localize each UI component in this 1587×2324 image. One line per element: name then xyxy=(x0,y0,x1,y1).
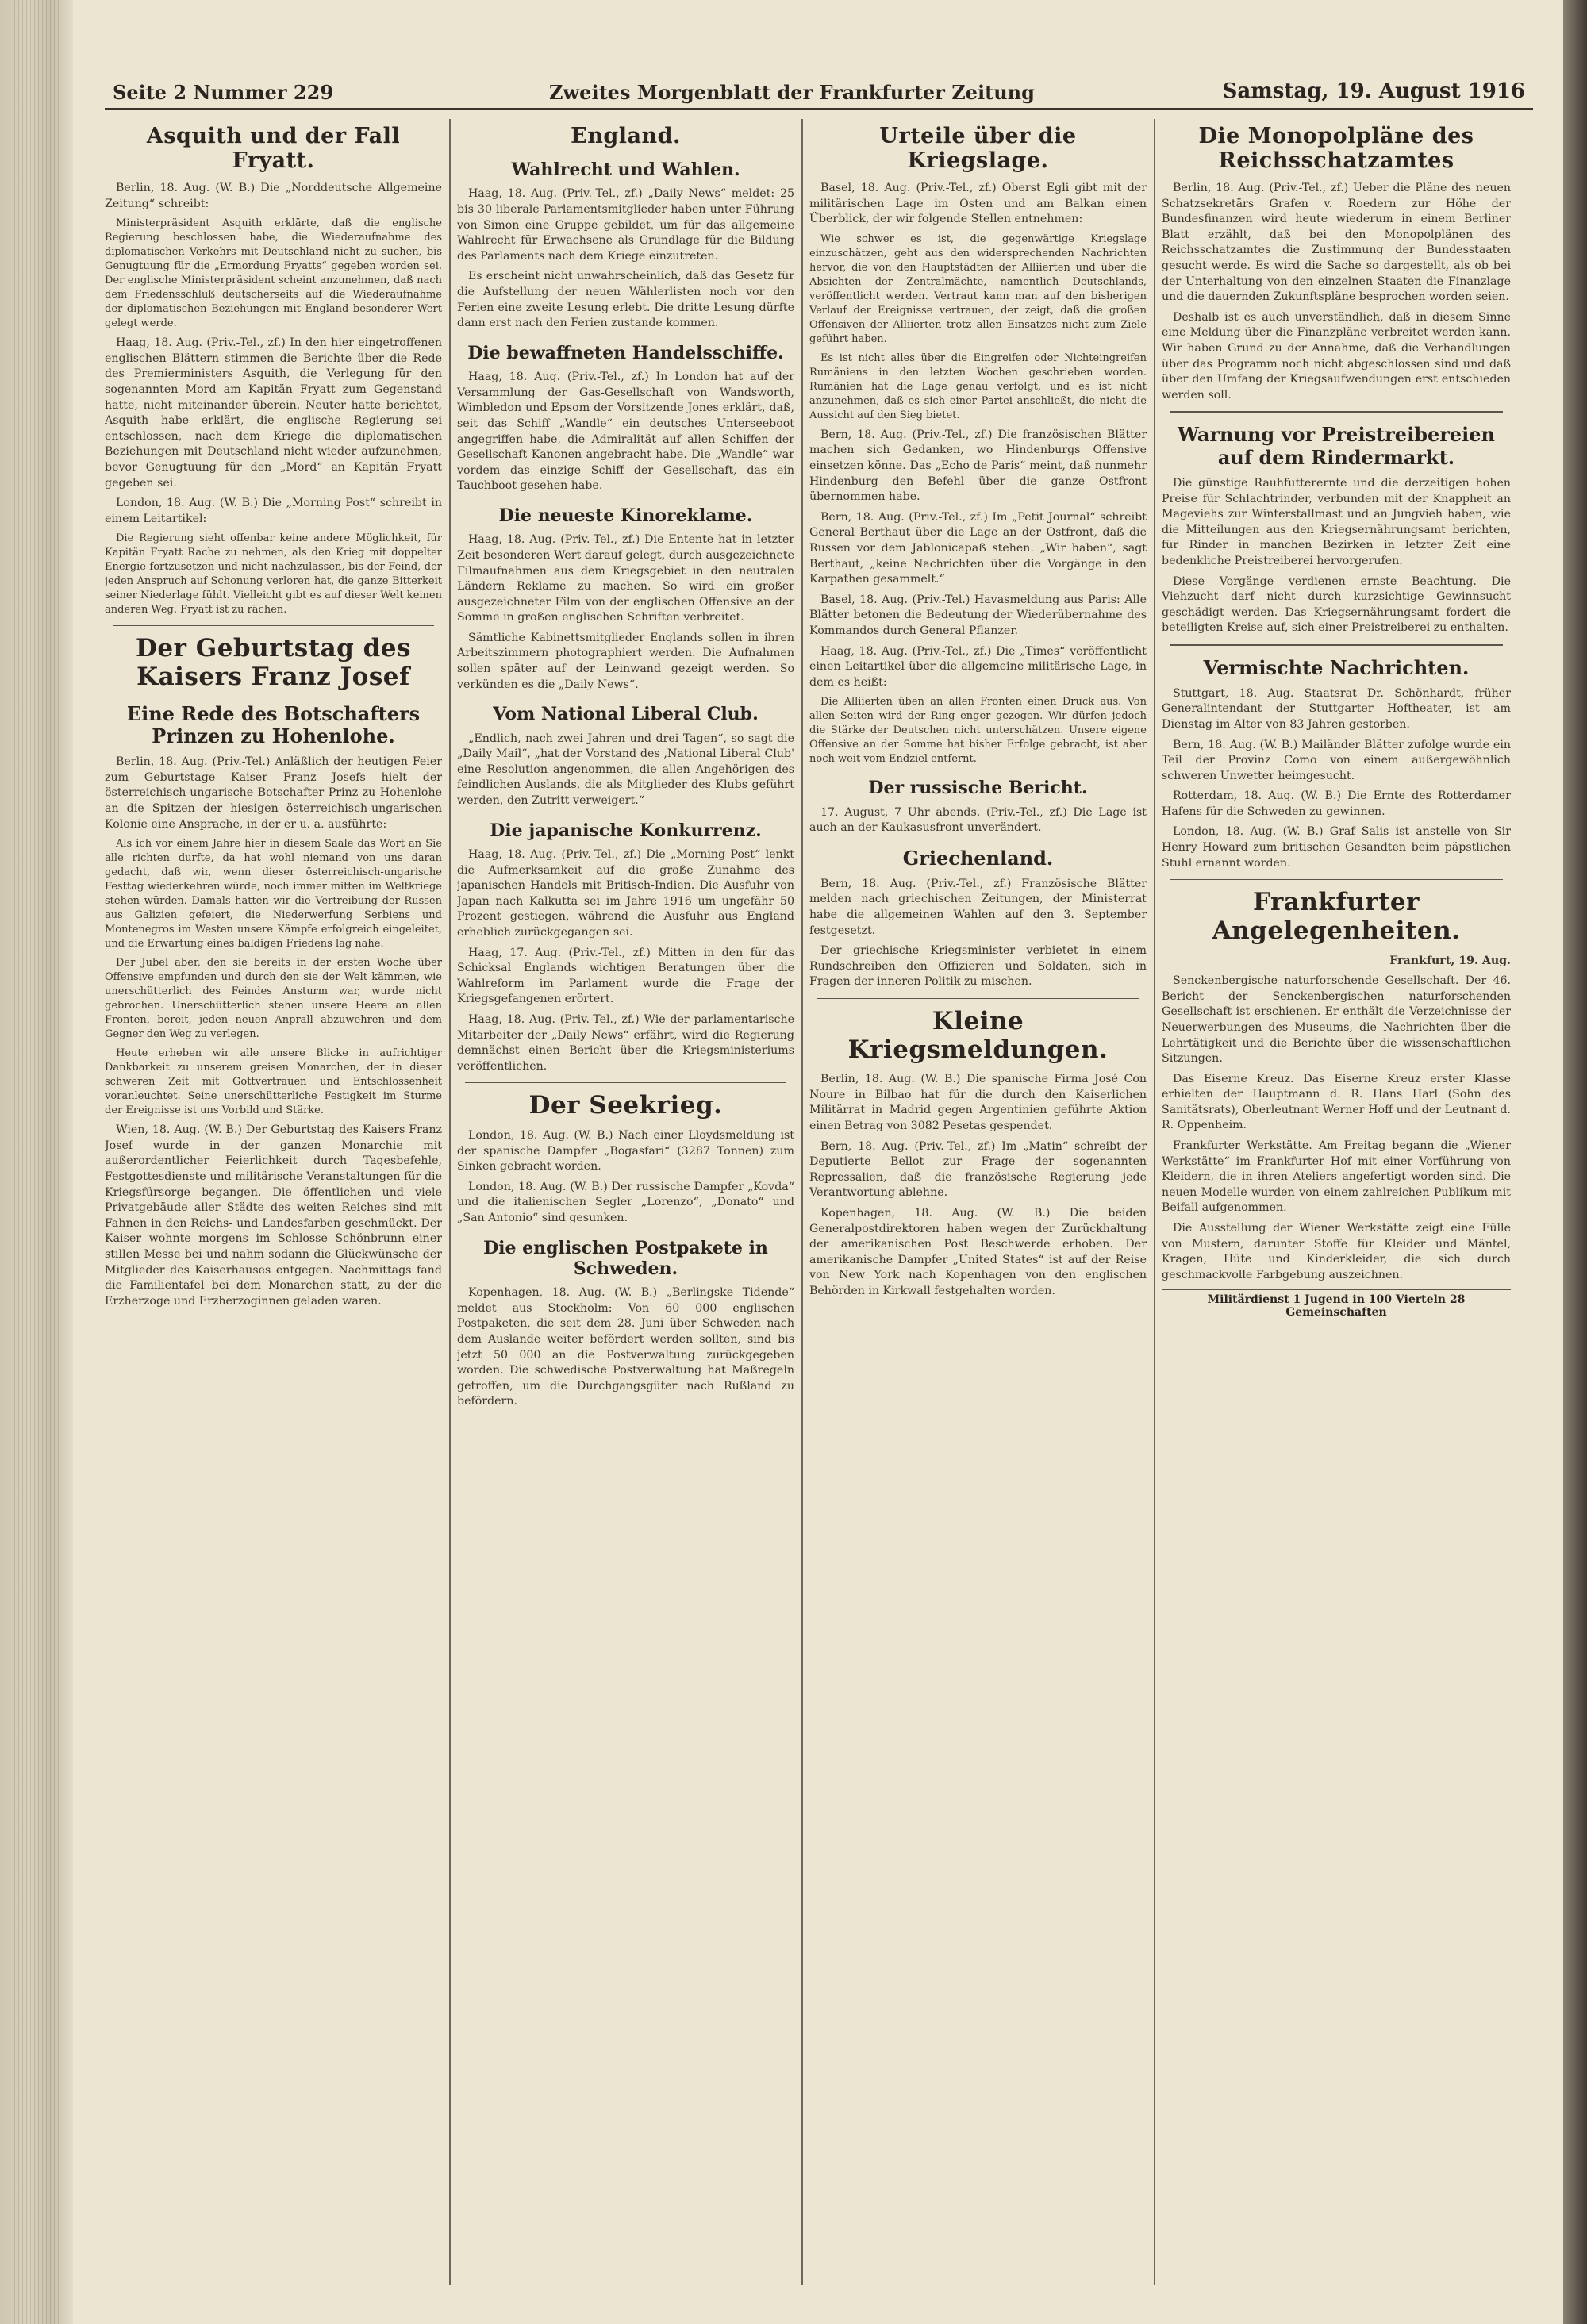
article-subtitle-kinoreklame: Die neueste Kinoreklame. xyxy=(498,505,753,526)
article-paragraph: Berlin, 18. Aug. (Priv.-Tel., zf.) Ueber die Pläne des neuen Schatzsekretärs Grafen v. Roedern zur Höhe der Bundesfinanzen wird heute wiederum in einem Berliner Blatt erzählt, daß bei den Monopolplänen des Reichsschatzamtes die Zustimmung der Bundesstaaten gesucht werde. Es wird die Sache so dargestellt, als ob bei der Unterhaltung von den einzelnen Staaten die Finanzlage und die dauernden Zukunftspläne besprochen worden seien. xyxy=(1162,182,1511,304)
article-paragraph: Bern, 18. Aug. (Priv.-Tel., zf.) Im „Matin“ schreibt der Deputierte Bellot zur Frage der sogenannten Repressalien, daß die französische Regierung jede Verantwortung ablehne. xyxy=(809,1139,1147,1200)
article-paragraph: Diese Vorgänge verdienen ernste Beachtung. Die Viehzucht darf nicht durch kurzsichtige Gewinnsucht geschädigt werden. Das Kriegsernährungsamt fordert die beteiligten Kreise auf, sich einer Preistreiberei zu enthalten. xyxy=(1162,574,1511,635)
article-title-geburtstag: Der Geburtstag des Kaisers Franz Josef xyxy=(136,634,411,692)
article-paragraph: London, 18. Aug. (W. B.) Nach einer Lloydsmeldung ist der spanische Dampfer „Bogasfari“ (3287 Tonnen) zum Sinken gebracht worden. xyxy=(457,1128,794,1174)
article-title-frankfurter-angelegenheiten: Frankfurter Angelegenheiten. xyxy=(1212,888,1461,945)
article-title-monopolplaene: Die Monopolpläne des Reichsschatzamtes xyxy=(1198,124,1474,174)
column-rule xyxy=(1154,119,1155,2285)
article-paragraph: London, 18. Aug. (W. B.) Der russische Dampfer „Kovda“ und die italienischen Segler „Lorenzo“, „Donato“ und „San Antonio“ sind gesunken. xyxy=(457,1180,794,1224)
column-2 xyxy=(457,119,794,2285)
article-paragraph: „Endlich, nach zwei Jahren und drei Tagen“, so sagt die „Daily Mail“, „hat der Vorstand des ,National Liberal Club' eine Resolution angenommen, die allen Angehörigen des feindlichen Auslands, die als Mitglieder des Klubs geführt werden, den Zutritt verweigert.“ xyxy=(457,732,794,808)
article-paragraph: Die günstige Rauhfutterernte und die derzeitigen hohen Preise für Schlachtrinder, verbunden mit der Knappheit an Mageviehs zur Winterstallmast und an Jungvieh haben, wie die Mitteilungen aus den Kriegsernährungsamt berichten, für Rinder in manchen Bezirken in letzter Zeit eine bedenkliche Preistreiberei hervorgerufen. xyxy=(1162,477,1511,567)
header-newspaper-title: Zweites Morgenblatt der Frankfurter Zeitung xyxy=(549,81,1035,104)
footer-line: Militärdienst 1 Jugend in 100 Vierteln 28 Gemeinschaften xyxy=(1162,1289,1511,1319)
article-paragraph: London, 18. Aug. (W. B.) Graf Salis ist anstelle von Sir Henry Howard zum britischen Gesandten beim päpstlichen Stuhl ernannt worden. xyxy=(1162,825,1511,870)
article-paragraph: Basel, 18. Aug. (Priv.-Tel., zf.) Oberst Egli gibt mit der militärischen Lage im Osten und am Balkan einen Überblick, der wir folgende Stellen entnehmen: xyxy=(809,182,1147,226)
article-subtitle-handelsschiffe: Die bewaffneten Handelsschiffe. xyxy=(467,342,784,363)
page-header xyxy=(105,76,1533,110)
article-paragraph: Basel, 18. Aug. (Priv.-Tel.) Havasmeldung aus Paris: Alle Blätter betonen die Bedeutung der Wiederübernahme des Kommandos durch General Pflanzer. xyxy=(809,593,1147,637)
article-paragraph: Als ich vor einem Jahre hier in diesem Saale das Wort an Sie alle richten durfte, da hat wohl niemand von uns daran gedacht, daß wir, wenn dieser österreichisch-ungarische Festtag wiederkehren würde, noch immer mitten im Weltkriege stehen würden. Damals hatten wir die Vertreibung der Russen aus Galizien gefeiert, die Niederwerfung Serbiens und Montenegros im Westen unsere Kämpfe erfolgreich eingeleitet, und die Erwartung eines baldigen Friedens lag nahe. xyxy=(105,838,442,951)
article-paragraph: Berlin, 18. Aug. (W. B.) Die spanische Firma José Con Noure in Bilbao hat für die durch den Kaiserlichen Militärrat in Madrid gegen Argentinien geführte Aktion einen Betrag von 3082 Pesetas gespendet. xyxy=(809,1073,1147,1132)
article-subtitle-rindermarkt: Warnung vor Preistreibereien auf dem Rindermarkt. xyxy=(1177,423,1495,470)
page-stack-edge xyxy=(0,0,73,2324)
article-subtitle-liberal-club: Vom National Liberal Club. xyxy=(493,704,759,725)
section-divider xyxy=(1170,411,1503,413)
article-paragraph: Kopenhagen, 18. Aug. (W. B.) Die beiden Generalpostdirektoren haben wegen der Zurückhaltung der amerikanischen Post Beschwerde erhoben. Der amerikanische Dampfer „United States“ ist auf der Reise von New York nach Kopenhagen von den englischen Behörden in Kirkwall festgehalten worden. xyxy=(809,1206,1147,1297)
article-paragraph: Es erscheint nicht unwahrscheinlich, daß das Gesetz für die Aufstellung der neuen Wählerlisten noch vor den Ferien eine zweite Lesung erlebt. Die dritte Lesung dürfte dann erst nach den Ferien zustande kommen. xyxy=(457,270,794,330)
article-paragraph: Bern, 18. Aug. (Priv.-Tel., zf.) Die französischen Blätter machen sich Gedanken, wo Hindenburgs Offensive einsetzen könne. Das „Echo de Paris“ meint, daß nunmehr Hindenburg den Befehl über die ganze Ostfront übernommen habe. xyxy=(809,428,1147,504)
article-paragraph: Berlin, 18. Aug. (Priv.-Tel.) Anläßlich der heutigen Feier zum Geburtstage Kaiser Franz Josefs hielt der österreichisch-ungarische Botschafter Prinz zu Hohenlohe an die Spitzen der hiesigen österreichisch-ungarischen Kolonie eine Ansprache, in der er u. a. ausführte: xyxy=(105,755,442,831)
article-paragraph: Deshalb ist es auch unverständlich, daß in diesem Sinne eine Meldung über die Finanzpläne verbreitet werden kann. Wir haben Grund zu der Annahme, daß die Verhandlungen über das Programm noch nicht abgeschlossen sind und daß über den Umfang der Kriegsaufwendungen erst entschieden werden soll. xyxy=(1162,310,1511,401)
paper-sheet xyxy=(73,0,1563,2324)
article-subtitle-griechenland: Griechenland. xyxy=(902,846,1054,870)
article-paragraph: Senckenbergische naturforschende Gesellschaft. Der 46. Bericht der Senckenbergischen naturforschenden Gesellschaft ist erschienen. Er enthält die Verzeichnisse der Neuerwerbungen des Museums, die Nachrichten über die Lehrtätigkeit und die Berichte über die wissenschaftlichen Sitzungen. xyxy=(1162,974,1511,1066)
section-divider xyxy=(1170,644,1503,646)
article-paragraph: Haag, 18. Aug. (Priv.-Tel., zf.) In London hat auf der Versammlung der Gas-Gesellschaft von Wandsworth, Wimbledon und Epsom der Vorsitzende Jones erklärt, daß, seit das Schiff „Wandle“ ein deutsches Unterseeboot angegriffen habe, die Admiralität auf allen Schiffen der Gesellschaft Kanonen angebracht habe. Die „Wandle“ war vordem das einzige Schiff der Gesellschaft, das ein Tauchboot gesehen habe. xyxy=(457,371,794,493)
article-paragraph: Kopenhagen, 18. Aug. (W. B.) „Berlingske Tidende“ meldet aus Stockholm: Von 60 000 englischen Postpaketen, die seit dem 28. Juni über Schweden nach dem Auslande weiter befördert werden sollten, sind bis jetzt 50 000 an die Postverwaltung zurückgegeben worden. Die schwedische Postverwaltung hat Maßregeln getroffen, um die Durchgangsgüter nach Rußland zu befördern. xyxy=(457,1286,794,1408)
header-date: Samstag, 19. August 1916 xyxy=(1222,79,1525,103)
article-paragraph: Das Eiserne Kreuz. Das Eiserne Kreuz erster Klasse erhielten der Hauptmann d. R. Hans Harl (Sohn des Sanitätsrats), Oberleutnant Werner Hoff und der Leutnant d. R. Oppenheim. xyxy=(1162,1072,1511,1132)
article-title-kriegslage: Urteile über die Kriegslage. xyxy=(879,124,1077,174)
article-title-seekrieg: Der Seekrieg. xyxy=(528,1091,723,1120)
article-paragraph: Haag, 18. Aug. (Priv.-Tel., zf.) Wie der parlamentarische Mitarbeiter der „Daily News“ erfährt, wird die Regierung demnächst einen Bericht über die Kriegsministeriums veröffentlichen. xyxy=(457,1012,794,1073)
column-rule xyxy=(801,119,803,2285)
article-title-kleine-kriegsmeldungen: Kleine Kriegsmeldungen. xyxy=(847,1006,1109,1064)
article-paragraph: Berlin, 18. Aug. (W. B.) Die „Norddeutsche Allgemeine Zeitung“ schreibt: xyxy=(105,182,442,210)
article-subtitle-japanische-konkurrenz: Die japanische Konkurrenz. xyxy=(490,820,762,841)
article-paragraph: Es ist nicht alles über die Eingreifen oder Nichteingreifen Rumäniens in den letzten Wochen geschrieben worden. Rumänien hat die Lage genau verfolgt, und es ist nicht anzunehmen, daß es sich einer Partei anschließt, die nicht die Aussicht auf den Sieg bietet. xyxy=(809,351,1147,421)
article-paragraph: Wie schwer es ist, die gegenwärtige Kriegslage einzuschätzen, geht aus den widersprechenden Nachrichten hervor, die von den Hauptstädten der Alliierten und über die Absichten der Zentralmächte, namentlich Deutschlands, veröffentlicht werden. Vertraut kann man auf den bisherigen Verlauf der Ereignisse vertrauen, der zeigt, daß die großen Offensiven der Alliierten trotz allen Einsatzes nicht zum Ziele geführt haben. xyxy=(809,232,1147,345)
article-paragraph: Haag, 18. Aug. (Priv.-Tel., zf.) Die Entente hat in letzter Zeit besonderen Wert darauf gelegt, durch ausgezeichnete Filmaufnahmen aus dem Kriegsgebiet in den neutralen Ländern Reklame zu machen. So wird ein großer ausgezeichneter Film von der englischen Offensive an der Somme in großen englischen Schriften verbreitet. xyxy=(457,533,794,624)
article-paragraph: Stuttgart, 18. Aug. Staatsrat Dr. Schönhardt, früher Generalintendant der Stuttgarter Hoftheater, ist am Dienstag im Alter von 83 Jahren gestorben. xyxy=(1162,686,1511,731)
article-paragraph: Haag, 17. Aug. (Priv.-Tel., zf.) Mitten in den für das Schicksal Englands wichtigen Beratungen über die Wahlreform im Parlament wurde die Frage der Kriegsgefangenen erörtert. xyxy=(457,946,794,1006)
article-paragraph: 17. August, 7 Uhr abends. (Priv.-Tel., zf.) Die Lage ist auch an der Kaukasusfront unverändert. xyxy=(809,805,1147,835)
dateline: Frankfurt, 19. Aug. xyxy=(1389,954,1511,967)
section-divider xyxy=(1170,879,1503,882)
article-paragraph: Frankfurter Werkstätte. Am Freitag begann die „Wiener Werkstätte“ im Frankfurter Hof mit einer Vorführung von Kleidern, die in ihren Ateliers angefertigt worden sind. Die neuen Modelle wurden von einem zahlreichen Publikum mit Beifall aufgenommen. xyxy=(1162,1139,1511,1215)
article-paragraph: Heute erheben wir alle unsere Blicke in aufrichtiger Dankbarkeit zu unserem greisen Monarchen, der in dieser schweren Zeit mit Gottvertrauen und Entschlossenheit voranleuchtet. Seine unerschütterliche Festigkeit im Sturme der Ereignisse ist uns Vorbild und Stärke. xyxy=(105,1047,442,1117)
article-paragraph: Haag, 18. Aug. (Priv.-Tel., zf.) Die „Times“ veröffentlicht einen Leitartikel über die allgemeine militärische Lage, in dem es heißt: xyxy=(809,644,1147,689)
section-divider xyxy=(465,1082,786,1085)
article-paragraph: Ministerpräsident Asquith erklärte, daß die englische Regierung beschlossen habe, die Wiederaufnahme des diplomatischen Verkehrs mit Deutschland nicht zu suchen, bis Genugtuung für die „Ermordung Fryatts“ gegeben worden sei. Der englische Ministerpräsident scheint anzunehmen, daß nach dem Friedensschluß deutscherseits auf die Wiederaufnahme der diplomatischen Beziehungen mit England besonderer Wert gelegt werde. xyxy=(105,217,442,330)
column-4 xyxy=(1162,119,1511,2285)
column-3 xyxy=(809,119,1147,2285)
article-paragraph: Haag, 18. Aug. (Priv.-Tel., zf.) Die „Morning Post“ lenkt die Aufmerksamkeit auf die große Zunahme des japanischen Handels mit Britisch-Indien. Die Ausfuhr von Japan nach Kalkutta sei im Jahre 1916 um ungefähr 50 Prozent gestiegen, während die Ausfuhr aus England erheblich zurückgegangen sei. xyxy=(457,848,794,939)
article-paragraph: London, 18. Aug. (W. B.) Die „Morning Post“ schreibt in einem Leitartikel: xyxy=(105,497,442,525)
article-paragraph: Die Ausstellung der Wiener Werkstätte zeigt eine Fülle von Mustern, darunter Stoffe für Kleider und Mäntel, Kragen, Hüte und Kinderkleider, die sich durch geschmackvolle Farbgebung auszeichnen. xyxy=(1162,1222,1511,1281)
article-subtitle-vermischte: Vermischte Nachrichten. xyxy=(1203,655,1470,679)
article-paragraph: Die Regierung sieht offenbar keine andere Möglichkeit, für Kapitän Fryatt Rache zu nehmen, als den Krieg mit doppelter Energie fortzusetzen und nicht nachzulassen, bis der Feind, der jeden Anspruch auf Schonung verloren hat, die ganze Bitterkeit seiner Niederlage fühlt. Vielleicht gibt es auf dieser Welt keinen anderen Weg. Fryatt ist zu rächen. xyxy=(105,532,442,617)
article-subtitle-hohenlohe: Eine Rede des Botschafters Prinzen zu Hohenlohe. xyxy=(126,701,421,748)
article-subtitle-postpakete: Die englischen Postpakete in Schweden. xyxy=(483,1237,768,1279)
article-title-england: England. xyxy=(571,124,681,148)
article-subtitle-russischer-bericht: Der russische Bericht. xyxy=(868,778,1088,799)
article-paragraph: Haag, 18. Aug. (Priv.-Tel., zf.) In den hier eingetroffenen englischen Blättern stimmen die Berichte über die Rede des Premierministers Asquith, die Verlegung für den sogenannten Mord am Kapitän Fryatt zum Gegenstand hatte, nicht miteinander überein. Neuter hatte berichtet, Asquith habe erklärt, die englische Regierung sei entschlossen, nach dem Kriege die diplomatischen Beziehungen mit Deutschland nicht wieder aufzunehmen, bevor Genugtuung für den „Mord“ an Kapitän Fryatt gegeben sei. xyxy=(105,336,442,490)
article-paragraph: Der griechische Kriegsminister verbietet in einem Rundschreiben den Offizieren und Soldaten, sich in Fragen der inneren Politik zu mischen. xyxy=(809,944,1147,989)
page-right-edge xyxy=(1563,0,1587,2324)
article-subtitle-wahlrecht: Wahlrecht und Wahlen. xyxy=(511,159,740,181)
article-paragraph: Haag, 18. Aug. (Priv.-Tel., zf.) „Daily News“ meldet: 25 bis 30 liberale Parlamentsmitglieder haben unter Führung von Simon eine Gruppe gebildet, um für das allgemeine Wahlrecht für Erwachsene als Grundlage für die Bildung des Parlaments nach dem Kriege einzutreten. xyxy=(457,187,794,263)
article-paragraph: Sämtliche Kabinettsmitglieder Englands sollen in ihren Arbeitszimmern photographiert werden. Die Aufnahmen sollen später auf der Leinwand gezeigt werden. So verkünden es die „Daily News“. xyxy=(457,631,794,691)
header-page-number: Seite 2 Nummer 229 xyxy=(113,81,334,104)
article-paragraph: Der Jubel aber, den sie bereits in der ersten Woche über Offensive empfunden und durch den sie der Welt kämmen, wie unerschütterlich des Feindes Ansturm war, wurde nicht gebrochen. Unerschütterlich stehen unsere Heere an allen Fronten, bereit, jeden neuen Anprall abzuwehren und dem Gegner den Weg zu verlegen. xyxy=(105,957,442,1041)
article-paragraph: Bern, 18. Aug. (Priv.-Tel., zf.) Im „Petit Journal“ schreibt General Berthaut über die Lage an der Ostfront, daß die Russen vor dem Jablonicapaß stehen. „Wir haben“, sagt Berthaut, „keine Nachrichten über die Vorgänge in den Karpathen gesammelt.“ xyxy=(809,510,1147,586)
section-divider xyxy=(113,625,434,628)
section-divider xyxy=(817,998,1139,1001)
article-title-asquith: Asquith und der Fall Fryatt. xyxy=(146,124,401,174)
article-paragraph: Wien, 18. Aug. (W. B.) Der Geburtstag des Kaisers Franz Josef wurde in der ganzen Monarchie mit außerordentlicher Feierlichkeit durch Tagesbefehle, Festgottesdienste und militärische Veranstaltungen für die Kriegsfürsorge begangen. Die öffentlichen und viele Privatgebäude aller Städte des weiten Reiches sind mit Fahnen in den Reichs- und Landesfarben geschmückt. Der Kaiser wohnte morgens im Schlosse Schönbrunn einer stillen Messe bei und nahm sodann die Glückwünsche der Mitglieder des Kaiserhauses entgegen. Nachmittags fand die Familientafel bei dem Monarchen statt, zu der die Erzherzoge und Erzherzoginnen geladen waren. xyxy=(105,1124,442,1308)
article-paragraph: Die Alliierten üben an allen Fronten einen Druck aus. Von allen Seiten wird der Ring enger gezogen. Wir dürfen jedoch die Stärke der Deutschen nicht unterschätzen. Unsere eigene Offensive an der Somme hat bisher Erfolge gebracht, ist aber noch weit vom Endziel entfernt. xyxy=(809,696,1147,766)
column-1 xyxy=(105,119,442,2285)
article-paragraph: Bern, 18. Aug. (Priv.-Tel., zf.) Französische Blätter melden nach griechischen Zeitungen, der Ministerrat habe die allgemeinen Wahlen auf den 3. September festgesetzt. xyxy=(809,877,1147,937)
column-rule xyxy=(449,119,451,2285)
article-paragraph: Rotterdam, 18. Aug. (W. B.) Die Ernte des Rotterdamer Hafens für die Schweden zu gewinnen. xyxy=(1162,789,1511,818)
article-paragraph: Bern, 18. Aug. (W. B.) Mailänder Blätter zufolge wurde ein Teil der Provinz Como von einem außergewöhnlich schweren Unwetter heimgesucht. xyxy=(1162,738,1511,782)
